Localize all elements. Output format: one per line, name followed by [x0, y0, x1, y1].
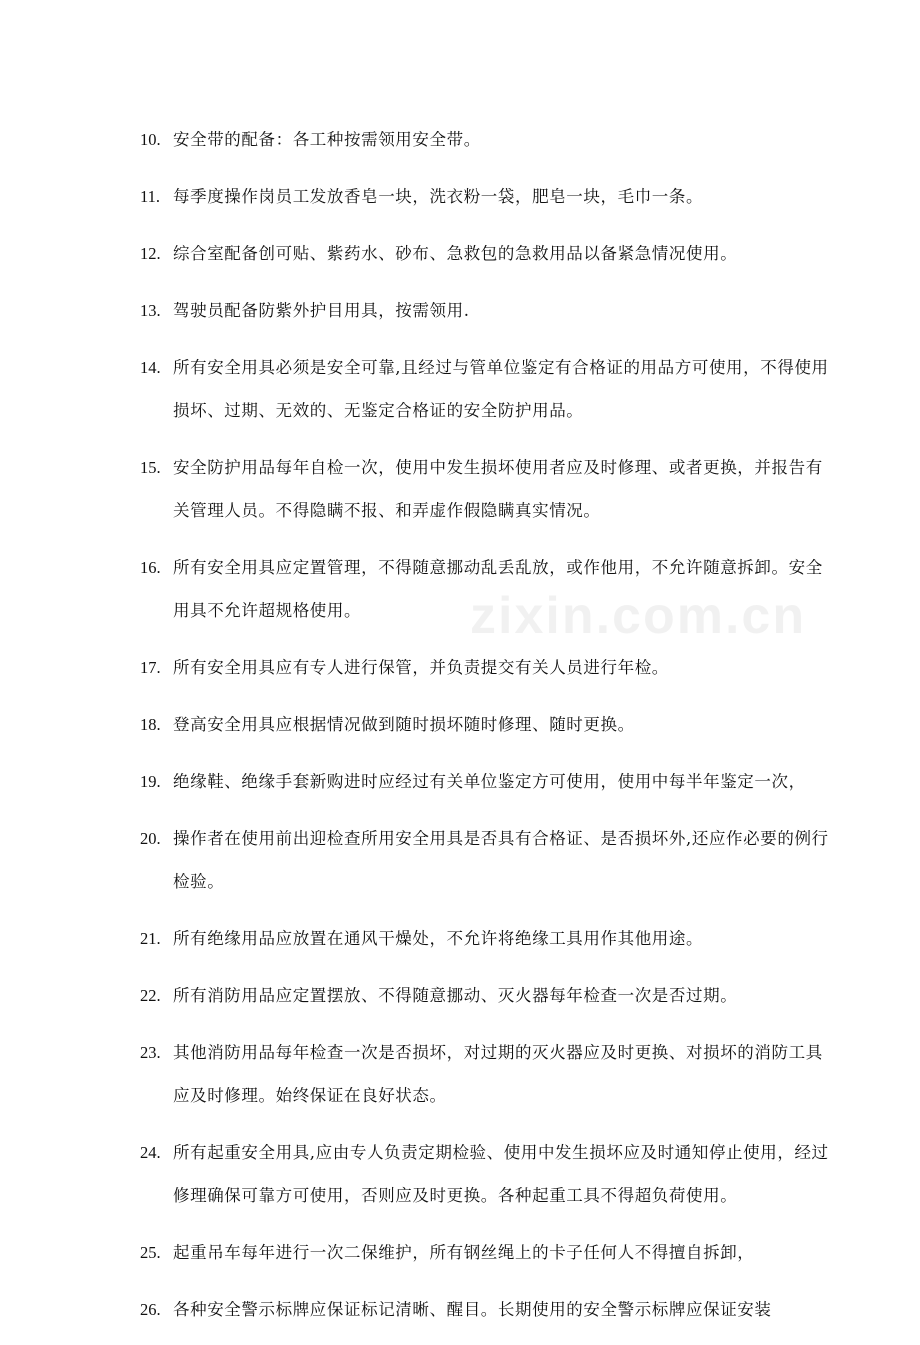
item-text: 各种安全警示标牌应保证标记清晰、醒目。长期使用的安全警示标牌应保证安装: [173, 1300, 772, 1319]
rules-list: [140, 118, 830, 1345]
item-number: 14.: [140, 358, 161, 377]
item-text: 安全带的配备：各工种按需领用安全带。: [173, 130, 481, 149]
item-number: 25.: [140, 1243, 161, 1262]
item-number: 11.: [140, 187, 161, 206]
item-number: 12.: [140, 244, 161, 263]
item-text: 安全防护用品每年自检一次，使用中发生损坏使用者应及时修理、或者更换，并报告有关管理人员。不得隐瞒不报、和弄虚作假隐瞒真实情况。: [173, 458, 823, 520]
item-number: 20.: [140, 829, 161, 848]
list-item: [140, 646, 830, 689]
item-number: 16.: [140, 558, 161, 577]
item-text: 所有安全用具应定置管理，不得随意挪动乱丢乱放，或作他用，不允许随意拆卸。安全用具不允许超规格使用。: [173, 558, 823, 620]
list-item: [140, 446, 830, 532]
item-number: 15.: [140, 458, 161, 477]
item-text: 所有绝缘用品应放置在通风干燥处，不允许将绝缘工具用作其他用途。: [173, 929, 704, 948]
item-number: 22.: [140, 986, 161, 1005]
item-text: 绝缘鞋、绝缘手套新购进时应经过有关单位鉴定方可使用，使用中每半年鉴定一次，: [173, 772, 806, 791]
item-text: 起重吊车每年进行一次二保维护，所有钢丝绳上的卡子任何人不得擅自拆卸，: [173, 1243, 755, 1262]
list-item: [140, 1231, 830, 1274]
list-item: [140, 974, 830, 1017]
item-text: 登高安全用具应根据情况做到随时损坏随时修理、随时更换。: [173, 715, 635, 734]
list-item: [140, 1131, 830, 1217]
list-item: [140, 1031, 830, 1117]
list-item: [140, 760, 830, 803]
list-item: [140, 917, 830, 960]
item-text: 综合室配备创可贴、紫药水、砂布、急救包的急救用品以备紧急情况使用。: [173, 244, 738, 263]
list-item: [140, 289, 830, 332]
item-number: 17.: [140, 658, 161, 677]
item-text: 所有安全用具应有专人进行保管，并负责提交有关人员进行年检。: [173, 658, 669, 677]
list-item: [140, 346, 830, 432]
item-number: 10.: [140, 130, 161, 149]
item-text: 每季度操作岗员工发放香皂一块，洗衣粉一袋，肥皂一块，毛巾一条。: [173, 187, 704, 206]
item-number: 21.: [140, 929, 161, 948]
list-item: [140, 175, 830, 218]
item-text: 所有安全用具必须是安全可靠,且经过与管单位鉴定有合格证的用品方可使用，不得使用损坏、过期、无效的、无鉴定合格证的安全防护用品。: [173, 358, 829, 420]
watermark: zixin.com.cn: [470, 587, 807, 645]
item-number: 24.: [140, 1143, 161, 1162]
list-item: [140, 546, 830, 632]
item-text: 所有起重安全用具,应由专人负责定期检验、使用中发生损坏应及时通知停止使用，经过修理确保可靠方可使用，否则应及时更换。各种起重工具不得超负荷使用。: [173, 1143, 829, 1205]
list-item: [140, 703, 830, 746]
item-text: 其他消防用品每年检查一次是否损坏，对过期的灭火器应及时更换、对损坏的消防工具应及时修理。始终保证在良好状态。: [173, 1043, 823, 1105]
item-text: 操作者在使用前出迎检查所用安全用具是否具有合格证、是否损坏外,还应作必要的例行检验。: [173, 829, 829, 891]
item-text: 所有消防用品应定置摆放、不得随意挪动、灭火器每年检查一次是否过期。: [173, 986, 738, 1005]
item-text: 驾驶员配备防紫外护目用具，按需领用.: [173, 301, 470, 320]
item-number: 19.: [140, 772, 161, 791]
list-item: [140, 817, 830, 903]
list-item: [140, 1288, 830, 1331]
item-number: 13.: [140, 301, 161, 320]
item-number: 18.: [140, 715, 161, 734]
list-item: [140, 118, 830, 161]
item-number: 23.: [140, 1043, 161, 1062]
item-number: 26.: [140, 1300, 161, 1319]
list-item: [140, 232, 830, 275]
